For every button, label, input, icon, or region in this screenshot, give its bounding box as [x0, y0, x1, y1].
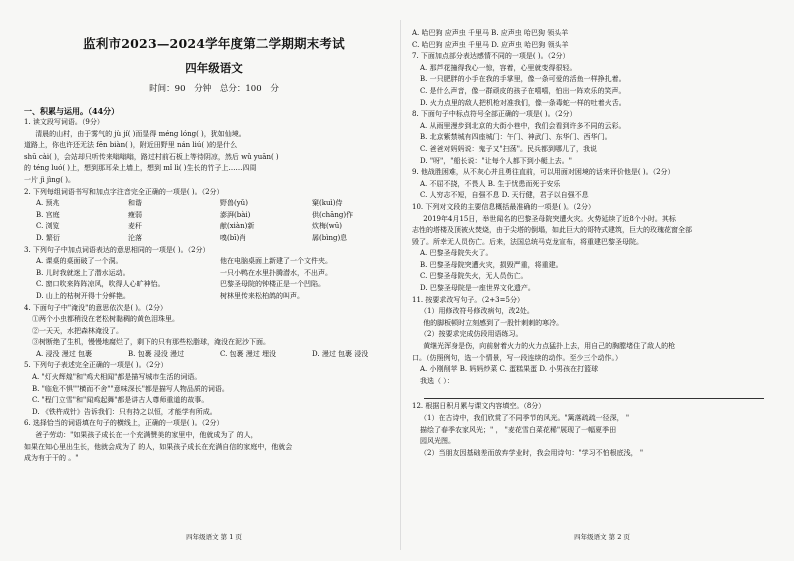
- question-line: 爸子劳动："如果孩子成长在一个充满赞美的家里中，他就成为了 的人，: [35, 431, 258, 440]
- option: B. "临危不惧""横而不舍""意味深长"都是描写人物品质的词语。: [32, 384, 229, 393]
- question-line: ①两个小虫都稍没在老松树黏稠的黄色泪珠里。: [32, 315, 179, 324]
- option: B. 儿时我就迷上了潜水运动。: [36, 268, 130, 277]
- question-line: 园风光图。: [420, 437, 455, 446]
- question-line: 一片 jì jìng( )。: [24, 175, 75, 184]
- question-line: （1）用修改符号修改病句，改2处。: [420, 307, 534, 316]
- question-line: （2）按要求完成仿段用语练习。: [420, 330, 523, 339]
- option: C. 巴黎圣母院失火，无人员伤亡。: [420, 272, 528, 281]
- option: 沦落: [128, 233, 142, 242]
- option: D. 山上的枯树开得十分鲜艳。: [36, 291, 130, 300]
- question-line: 的 téng luó( )上，想到那耳朵上墙上，想到 mǐ lì( )生长的竹子上……四周: [24, 164, 257, 173]
- option: D. "呀"，"船长说："让每个人都下到小艇上去。": [420, 156, 572, 165]
- option: 炊梅(wū): [312, 222, 342, 231]
- question-line: 清晨的山村，由于雾气的 jù jí( )而显得 méng lóng( )，犹如仙境。: [35, 129, 246, 138]
- passage-line: 毁了。所幸无人员伤亡。后来，法国总统马克龙宣布，将重建巴黎圣母院。: [412, 237, 643, 246]
- question-line: 口。（仿照例句，选一个情景，写一段连续的动作。至少三个动作。）: [412, 353, 622, 362]
- option: A. 那芦花撞得我心一惊，容着，心里就变得很轻。: [420, 63, 577, 72]
- option: B. 宫庭: [36, 210, 60, 219]
- option: 巴黎圣母院的钟楼正是一个凹陷。: [220, 280, 325, 289]
- option-row: [24, 233, 404, 245]
- page-footer: 四年级语文 第 2 页: [574, 533, 630, 541]
- option: D. 《铁杵成针》告诉我们：只有持之以恒，才能学有所成。: [32, 407, 217, 416]
- option: B. 包裹 浸没 漫过: [128, 349, 185, 358]
- page-1: [24, 28, 404, 543]
- option-row: C. 人穷志不短，自强不息 D. 天行健，君子以自强不息: [420, 191, 589, 200]
- question-line: 道路上，你也许还无法 fēn biàn( )，附近田野里 nán liú( )的是什么: [24, 141, 238, 150]
- option: 窠(kuì)侍: [312, 199, 343, 208]
- passage-line: 志性的塔楼及顶被火焚烧，由于尖塔的倒塌，如此巨大的哥特式建筑，巨大的玫瑰花窗全部: [412, 226, 692, 235]
- option: D. 火力点里的敌人把机枪对准我们，像一条毒蛇一样的吐着火舌。: [420, 98, 626, 107]
- option-row: [24, 268, 404, 280]
- question-10: 10. 下列对文段的主要信息概括最准确的一项是( )。（2分）: [412, 202, 595, 211]
- question-1: 1. 读文段写词语。（9分）: [24, 118, 104, 126]
- question-line: 描绘了春季农家风光；" ， "麦花雪白菜花稀"展现了一幅夏季田: [420, 425, 617, 434]
- option-row: [24, 221, 404, 233]
- option: A. 巴黎圣母院失火了。: [420, 249, 493, 258]
- option: A. 浸没 漫过 包裹: [36, 349, 92, 358]
- option: 澎湃(bài): [220, 210, 251, 219]
- option: A. "灯火辉煌"和"鸡犬相闻"都是描写城市生活的词语。: [32, 373, 202, 382]
- exam-title: 监利市2023—2024学年度第二学期期末考试: [83, 36, 345, 51]
- option: C. 爸爸对妈妈说：鬼子又"扫荡"。民兵都到哪儿了，我说: [420, 144, 597, 153]
- question-line: （1）在古诗中，我们欣赏了不同季节的风光。"篱落疏疏一径深， ": [420, 414, 630, 422]
- option-row: [24, 256, 404, 268]
- option: 孱(bìng)息: [312, 233, 348, 242]
- page-divider: [400, 20, 401, 550]
- answer-line[interactable]: [424, 391, 764, 399]
- option-row: A. 哈巴狗 应声虫 千里马 B. 应声虫 哈巴狗 领头羊: [412, 29, 569, 37]
- question-line: （2）当朋友因基础差而放弃学业时，我会用诗句："学习不怕根底浅， ": [420, 448, 644, 457]
- question-3: 3. 下列句子中加点词语表达的意思相同的一项是( )。（2分）: [24, 245, 210, 254]
- option: B. 一只肥胖的小手在我的手掌里，像一条可爱的活鱼一样挣扎着。: [420, 75, 626, 84]
- question-line: shū cài( )，会站却只听传来嗡嗡嗡，路过村前石板上等待阴凉，然后 wǔ yuān( ): [24, 152, 279, 161]
- option: C. 是什么声音，像一群顽皮的孩子在嘻嘻，怕出一阵欢乐的笑声。: [420, 86, 626, 95]
- option: 麦秆: [128, 222, 142, 231]
- option: B. 巴黎圣母院突遭火灾，损毁严重，将重建。: [420, 260, 563, 269]
- section-heading: 一、积累与运用。（44分）: [24, 106, 120, 116]
- passage-line: 2019年4月15日，举世闻名的巴黎圣母院突遭火灾。火势延续了近8个小时。其标: [423, 214, 676, 223]
- option: D. 巴黎圣母院是一座世界文化遗产。: [420, 284, 535, 293]
- question-2: 2. 下列每组词语书写和加点字注音完全正确的一项是( )。（2分）: [24, 187, 224, 196]
- question-12: 12. 根据日积月累与课文内容填空。（8分）: [412, 402, 546, 411]
- option: 供(chāng)作: [312, 210, 354, 219]
- question-line: 成为有于干的 。": [24, 454, 79, 463]
- option: C. 包裹 漫过 埋没: [220, 349, 277, 358]
- option: C. 浏览: [36, 222, 60, 231]
- page-footer: 四年级语文 第 1 页: [186, 533, 242, 541]
- option: D. 繁衍: [36, 233, 60, 242]
- option: A. 课桌的桌面破了一个洞。: [36, 257, 123, 266]
- sentence-to-fix: 他的脚板顿时立刻感到了一股针刺刺的寒冷。: [423, 318, 564, 327]
- option: 瘦弱: [128, 210, 142, 219]
- option: 嗅(bī)肖: [220, 233, 247, 242]
- option-row: [24, 291, 404, 303]
- example-sentence: 黄继光浑身是伤，向前射着火力的火力点猛扑上去，用自己的胸膛堵住了敌人的枪: [423, 342, 676, 351]
- question-6: 6. 选择恰当的词语填在句子的横线上，正确的一项是( )。（2分）: [24, 419, 224, 428]
- question-line: ②一天天，水把森林淹没了。: [32, 326, 123, 335]
- question-5: 5. 下列句子表述完全正确的一项是( )。（2分）: [24, 361, 168, 370]
- option: C. "程门立雪"和"闻鸡起舞"都是讲古人尊师重道的故事。: [32, 396, 209, 405]
- option-row: A. 小刚削苹 B. 妈妈炒菜 C. 蛋糕果蛋 D. 小男孩在打篮球: [420, 365, 599, 374]
- question-8: 8. 下面句子中标点符号全部正确的一项是( )。（2分）: [412, 110, 577, 119]
- question-line: ③树断绝了生机，慢慢地腐烂了，剩下的只有那些松脂球，淹没在泥沙下面。: [32, 338, 270, 347]
- option: C. 窗口吹来阵阵凉风，吹得人心旷神怡。: [36, 280, 165, 289]
- option: 树林里传来松柏鸽的叫声。: [220, 291, 304, 300]
- exam-meta: 时间：90 分钟 总分：100 分: [149, 84, 279, 94]
- question-11: 11. 按要求改写句子。（2+3=5分）: [412, 295, 524, 304]
- question-7: 7. 下面加点部分表达感情不同的一项是( )。（2分）: [412, 52, 570, 61]
- option-row: [24, 198, 404, 210]
- option: A. 从雨里漫步到北京的大街小巷中，我们会看到许多不同的云彩。: [420, 121, 626, 130]
- question-line: 如果在知心里出生长，他就会成为了 的人，如果孩子成长在充满自信的家庭中，他就会: [24, 442, 293, 451]
- option: 野兽(yǔ): [220, 199, 248, 208]
- option-row: [24, 210, 404, 222]
- answer-prompt: 我选（ ）：: [420, 376, 454, 385]
- option: 一只小鸭在水里扑腾潜水，不出声。: [220, 268, 332, 277]
- option-row: A. 不屈不挠，不畏人 B. 生于忧患而死于安乐: [420, 179, 561, 188]
- option-row: C. 哈巴狗 应声虫 千里马 D. 应声虫 哈巴狗 领头羊: [412, 40, 569, 49]
- exam-subtitle: 四年级语文: [185, 61, 243, 75]
- option-row: [24, 349, 404, 361]
- page-2: [412, 28, 792, 543]
- option: B. 北京紫禁城有四座城门：午门、神武门、东华门、西华门。: [420, 133, 612, 142]
- option: D. 漫过 包裹 浸没: [312, 349, 369, 358]
- option: 和谐: [128, 199, 142, 208]
- option: 他在电脑桌面上新建了一个文件夹。: [220, 257, 332, 266]
- question-4: 4. 下面句子中"淹没"的意思依次是( )。（2分）: [24, 303, 167, 312]
- option: A. 预兆: [36, 199, 60, 208]
- question-9: 9. 他战胜困难，从不灰心并且勇往直前，可以用面对困境的话来评价他是( )。（2分）: [412, 168, 675, 177]
- option-row: [24, 279, 404, 291]
- option: 献(xiàn)新: [220, 222, 255, 231]
